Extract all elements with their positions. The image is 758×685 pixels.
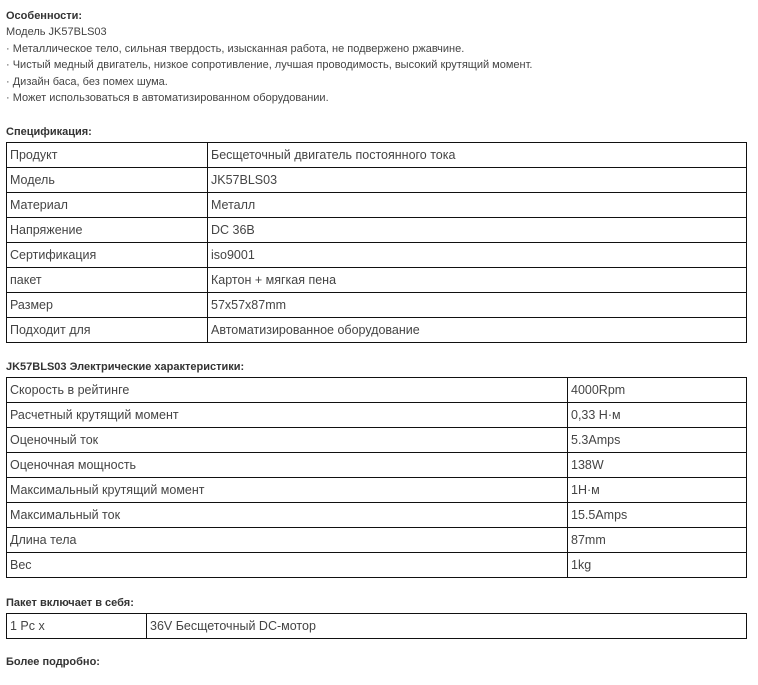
spec-value: JK57BLS03 <box>208 168 747 193</box>
electrical-value: 5.3Amps <box>568 428 747 453</box>
features-line: · Металлическое тело, сильная твердость, изысканная работа, не подвержено ржавчине. <box>6 42 465 55</box>
spec-value: iso9001 <box>208 243 747 268</box>
table-row <box>7 218 747 243</box>
table-row <box>7 528 747 553</box>
specification-table <box>6 142 747 343</box>
table-row <box>7 503 747 528</box>
package-table <box>6 613 747 639</box>
specification-heading: Спецификация: <box>6 126 92 138</box>
features-line: · Дизайн баса, без помех шума. <box>6 75 168 88</box>
features-line: Модель JK57BLS03 <box>6 26 107 38</box>
table-row <box>7 614 747 639</box>
spec-label: Материал <box>7 193 208 218</box>
more-heading: Более подробно: <box>6 656 100 668</box>
electrical-table <box>6 377 747 578</box>
features-section <box>6 8 532 107</box>
package-section <box>6 595 747 639</box>
spec-value: DC 36В <box>208 218 747 243</box>
spec-value: Автоматизированное оборудование <box>208 318 747 343</box>
spec-value: 57x57x87mm <box>208 293 747 318</box>
features-heading: Особенности: <box>6 10 83 22</box>
table-row <box>7 318 747 343</box>
spec-label: Модель <box>7 168 208 193</box>
electrical-label: Максимальный ток <box>7 503 568 528</box>
electrical-label: Оценочная мощность <box>7 453 568 478</box>
electrical-value: 0,33 Н·м <box>568 403 747 428</box>
electrical-value: 1kg <box>568 553 747 578</box>
table-row <box>7 168 747 193</box>
table-row <box>7 428 747 453</box>
package-item: 36V Бесщеточный DC-мотор <box>147 614 747 639</box>
electrical-label: Оценочный ток <box>7 428 568 453</box>
spec-label: пакет <box>7 268 208 293</box>
spec-value: Картон + мягкая пена <box>208 268 747 293</box>
spec-label: Напряжение <box>7 218 208 243</box>
electrical-section <box>6 359 747 578</box>
package-heading: Пакет включает в себя: <box>6 597 134 609</box>
electrical-value: 87mm <box>568 528 747 553</box>
electrical-label: Вес <box>7 553 568 578</box>
spec-label: Подходит для <box>7 318 208 343</box>
specification-section <box>6 124 747 343</box>
spec-value: Бесщеточный двигатель постоянного тока <box>208 143 747 168</box>
features-line: · Может использоваться в автоматизированном оборудовании. <box>6 92 329 104</box>
electrical-heading: JK57BLS03 Электрические характеристики: <box>6 361 245 373</box>
table-row <box>7 553 747 578</box>
spec-label: Продукт <box>7 143 208 168</box>
table-row <box>7 403 747 428</box>
electrical-label: Длина тела <box>7 528 568 553</box>
table-row <box>7 478 747 503</box>
table-row <box>7 378 747 403</box>
table-row <box>7 243 747 268</box>
package-quantity: 1 Pc x <box>7 614 147 639</box>
spec-label: Сертификация <box>7 243 208 268</box>
electrical-value: 15.5Amps <box>568 503 747 528</box>
table-row <box>7 293 747 318</box>
features-line: · Чистый медный двигатель, низкое сопротивление, лучшая проводимость, высокий крутящий момент. <box>6 59 533 71</box>
electrical-label: Максимальный крутящий момент <box>7 478 568 503</box>
table-row <box>7 453 747 478</box>
table-row <box>7 143 747 168</box>
electrical-label: Расчетный крутящий момент <box>7 403 568 428</box>
electrical-label: Скорость в рейтинге <box>7 378 568 403</box>
electrical-value: 4000Rpm <box>568 378 747 403</box>
table-row <box>7 268 747 293</box>
spec-label: Размер <box>7 293 208 318</box>
electrical-value: 1Н·м <box>568 478 747 503</box>
table-row <box>7 193 747 218</box>
electrical-value: 138W <box>568 453 747 478</box>
more-section <box>6 654 100 670</box>
spec-value: Металл <box>208 193 747 218</box>
